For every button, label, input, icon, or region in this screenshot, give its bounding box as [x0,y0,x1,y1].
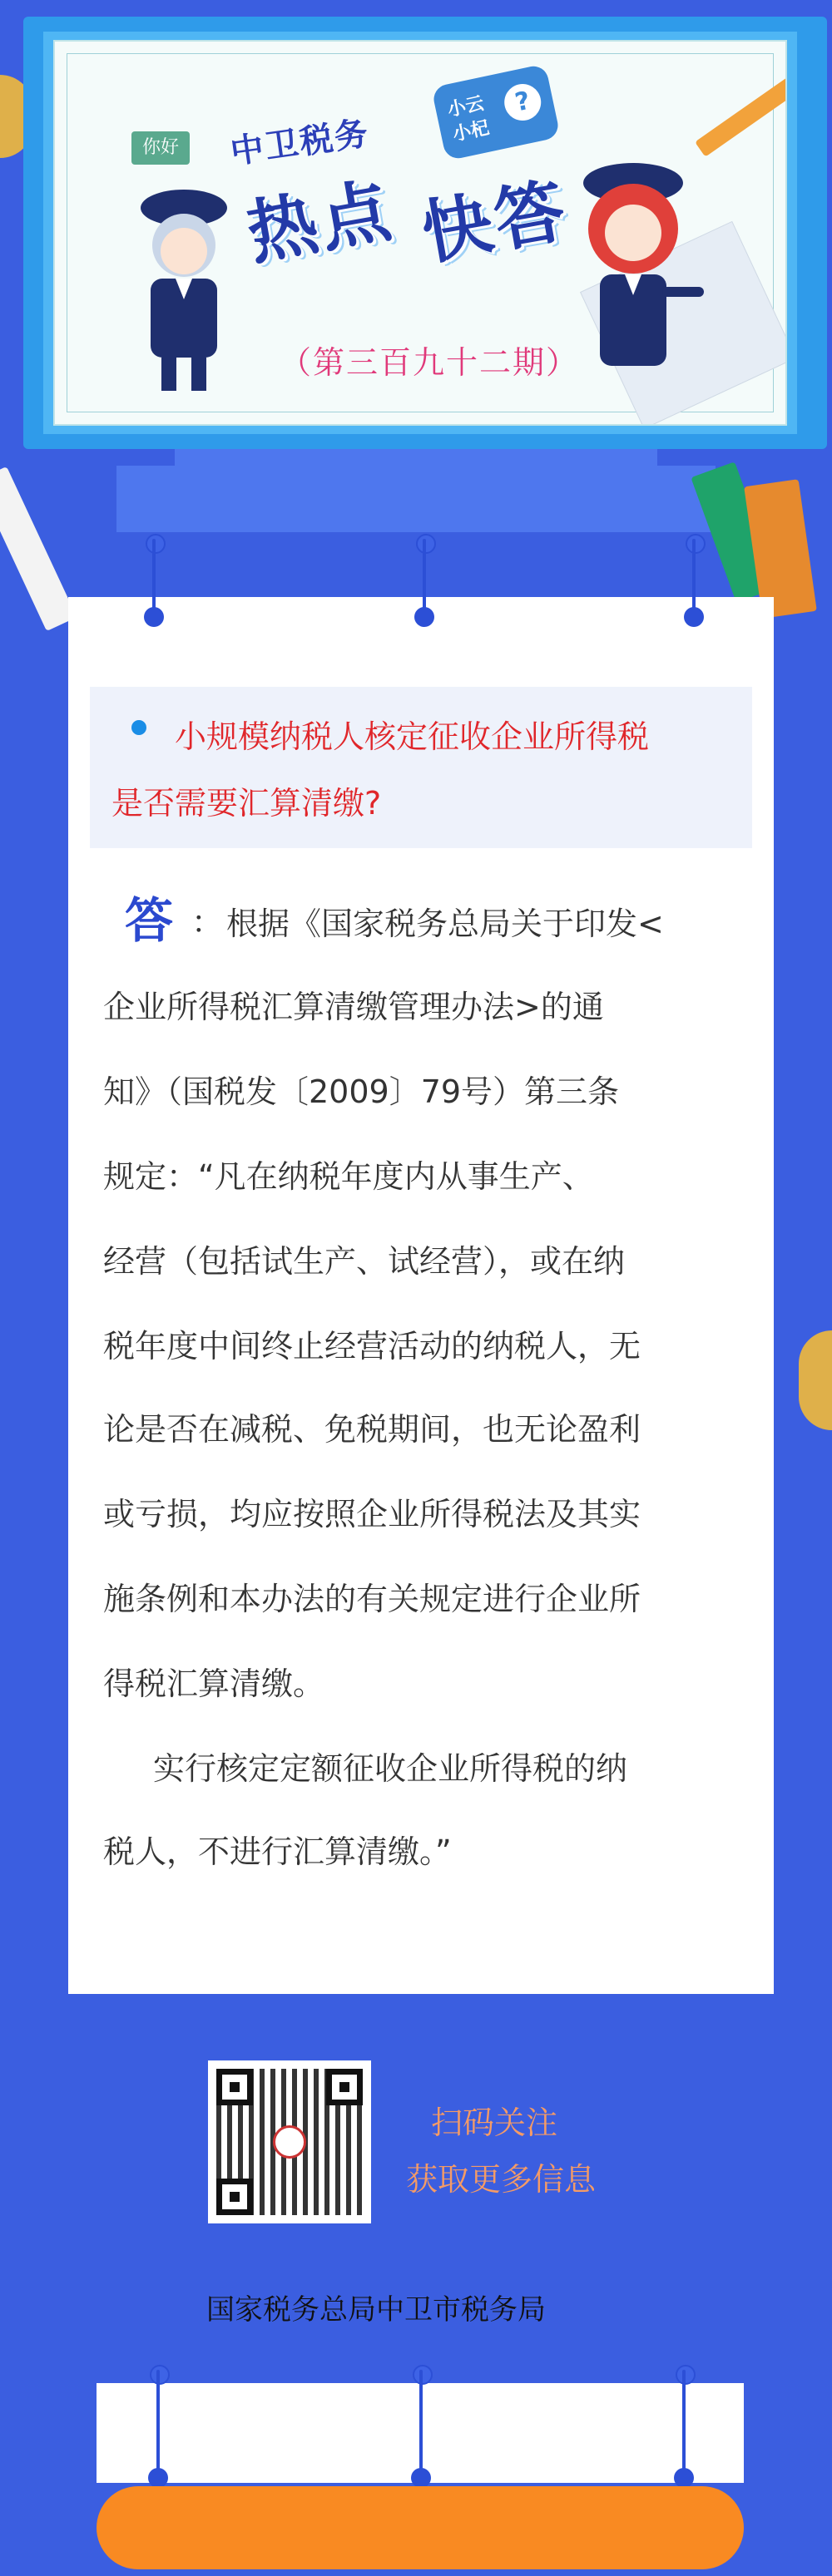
answer-line-8: 或亏损，均应按照企业所得税法及其实 [103,1496,641,1532]
answer-mark: 答 [125,892,174,949]
answer-line-1: 根据《国家税务总局关于印发< [226,906,664,942]
pin-icon [414,539,434,630]
scan-follow-text: 扫码关注 [431,2105,558,2141]
answer-line-3: 知》（国税发〔2009〕79号）第三条 [103,1073,620,1110]
banner-subtitle: 中卫税务 [228,114,372,172]
answer-line-11: 实行核定定额征收企业所得税的纳 [153,1750,628,1787]
banner-issue-number: （第三百九十二期） [280,344,580,381]
answer-line-12: 税人，不进行汇算清缴。” [103,1833,452,1870]
leaf-icon [799,1330,832,1430]
pin-icon [684,539,704,630]
banner-title-part2: 快答 [415,169,575,275]
answer-line-5: 经营（包括试生产、试经营），或在纳 [103,1243,626,1280]
answer-line-10: 得税汇算清缴。 [103,1666,325,1702]
pin-icon [148,2370,168,2461]
bubble-line-2: 小杞 [451,117,492,146]
pin-icon [674,2370,694,2461]
bullet-dot-icon [131,720,146,735]
qr-code-icon[interactable] [208,2060,371,2223]
bubble-question-mark: ? [501,81,544,124]
cartoon-officer-right [562,150,704,399]
answer-line-9: 施条例和本办法的有关规定进行企业所 [103,1581,641,1617]
question-line-1: 小规模纳税人核定征收企业所得税 [175,718,650,755]
answer-line-4: 规定：“凡在纳税年度内从事生产、 [103,1158,594,1195]
bubble-line-1: 小云 [445,93,487,121]
organization-name: 国家税务总局中卫市税务局 [206,2293,546,2327]
orange-footer-bar [97,2486,744,2569]
question-line-2: 是否需要汇算清缴? [111,785,382,822]
answer-line-6: 税年度中间终止经营活动的纳税人，无 [103,1328,641,1364]
cartoon-officer-left [130,175,238,399]
ruler-icon [0,466,77,631]
hello-bubble: 你好 [131,131,190,165]
answer-colon: ： [191,904,224,940]
answer-line-7: 论是否在减税、免税期间，也无论盈利 [103,1411,641,1448]
banner [53,40,787,426]
pin-icon [411,2370,431,2461]
more-info-text: 获取更多信息 [406,2161,597,2198]
banner-title-part1: 热点 [240,169,400,275]
hanger-bar [116,466,716,532]
answer-line-2: 企业所得税汇算清缴管理办法>的通 [103,989,604,1025]
pin-icon [144,539,164,630]
